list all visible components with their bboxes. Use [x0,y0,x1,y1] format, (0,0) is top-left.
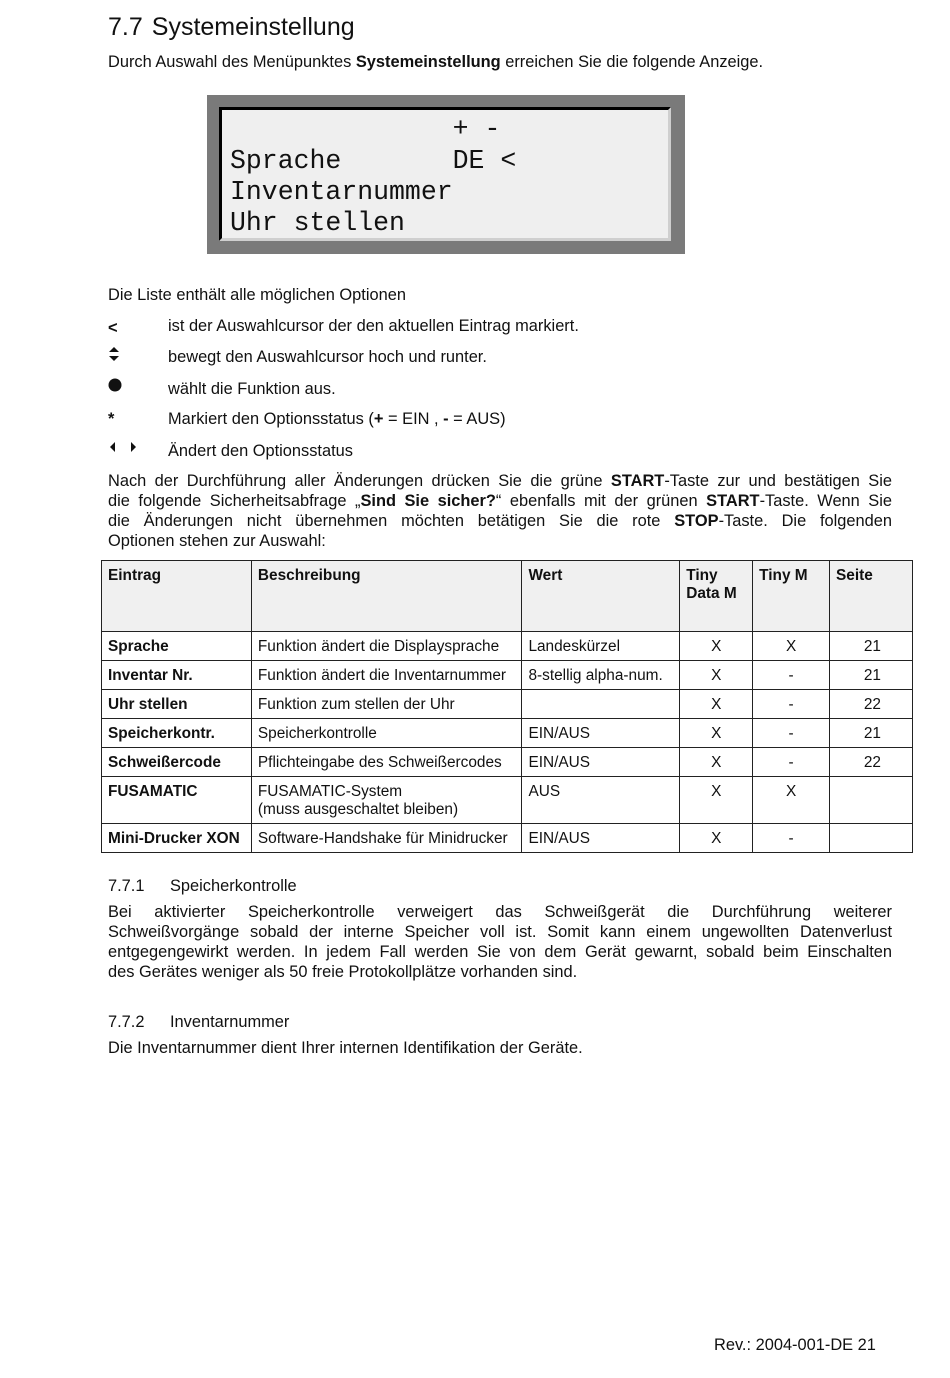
cell-page: 21 [830,661,913,690]
lcd-line-plus-minus: + - [230,114,501,144]
page-footer: Rev.: 2004-001-DE 21 [714,1336,876,1354]
cell-description: Pflichteingabe des Schweißercodes [251,748,522,777]
section-title: Systemeinstellung [151,13,355,41]
cell-tiny-m: - [753,748,830,777]
instruction-line-1: Nach der Durchführung aller Änderungen drücken Sie die grüne START-Taste zur und bestätigen Sie [108,472,892,490]
cell-entry: Mini-Drucker XON [102,824,252,853]
cell-tiny-m: - [753,824,830,853]
cell-value [522,690,680,719]
filled-circle-icon [108,378,148,397]
cell-tiny-data-m: X [680,661,753,690]
cell-value: EIN/AUS [522,824,680,853]
subsection-number: 7.7.2 [108,1013,145,1031]
intro-bold: Systemeinstellung [355,53,501,71]
lcd-line-inventarnummer: Inventarnummer [230,177,453,207]
cell-value: EIN/AUS [522,719,680,748]
subsection-paragraph-7-7-1 [108,902,892,982]
cell-page: 22 [830,690,913,719]
instruction-paragraph [108,471,892,551]
cell-description: Funktion ändert die Displaysprache [251,632,522,661]
header-tiny-m: Tiny M [753,561,830,632]
cell-description: Speicherkontrolle [251,719,522,748]
table-header-row [102,561,913,632]
header-page: Seite [830,561,913,632]
table-row [102,719,913,748]
section-heading [108,13,355,42]
cell-page: 21 [830,719,913,748]
up-down-arrows-icon [108,346,148,367]
lcd-line-uhr-stellen: Uhr stellen [230,208,405,238]
cell-tiny-data-m: X [680,719,753,748]
cell-tiny-m: - [753,661,830,690]
cell-entry: Uhr stellen [102,690,252,719]
legend-text-move: bewegt den Auswahlcursor hoch und runter. [168,348,487,366]
cell-tiny-m: X [753,632,830,661]
cell-page: 21 [830,632,913,661]
less-than-cursor-icon: < [108,319,118,337]
section-number: 7.7 [108,13,143,41]
intro-before: Durch Auswahl des Menüpunktes [108,53,356,71]
subsection-paragraph-7-7-2: Die Inventarnummer dient Ihrer internen Identifikation der Geräte. [108,1039,583,1057]
cell-tiny-m: - [753,690,830,719]
paragraph-line: des Gerätes weniger als 50 freie Protokollplätze vorhanden sind. [108,963,578,981]
cell-page [830,777,913,824]
paragraph-line: Bei aktivierter Speicherkontrolle verweigert das Schweißgerät die Durchführung weiterer [108,903,892,921]
asterisk-icon: * [108,410,115,428]
cell-page: 22 [830,748,913,777]
cell-tiny-data-m: X [680,824,753,853]
table-row [102,748,913,777]
intro-text [108,53,763,72]
paragraph-line: Schweißvorgänge sobald der interne Speicher voll ist. Somit kann einem ungewollten Datenverlust [108,923,892,941]
cell-description: Software-Handshake für Minidrucker [251,824,522,853]
subsection-number: 7.7.1 [108,877,145,895]
instruction-line-2: die folgende Sicherheitsabfrage „Sind Sie sicher?“ ebenfalls mit der grünen START-Taste. Wenn Sie [108,492,892,510]
cell-value: EIN/AUS [522,748,680,777]
cell-entry: Schweißercode [102,748,252,777]
table-row [102,824,913,853]
table-row [102,690,913,719]
table-row [102,661,913,690]
cell-tiny-data-m: X [680,777,753,824]
lcd-display-frame [207,95,685,254]
legend-text-cursor: ist der Auswahlcursor der den aktuellen Eintrag markiert. [168,317,579,335]
cell-value: 8-stellig alpha-num. [522,661,680,690]
cell-entry: FUSAMATIC [102,777,252,824]
cell-description: Funktion zum stellen der Uhr [251,690,522,719]
symbol-legend [0,316,950,466]
cell-description: FUSAMATIC-System (muss ausgeschaltet bleiben) [251,777,522,824]
cell-entry: Inventar Nr. [102,661,252,690]
legend-text-change: Ändert den Optionsstatus [168,442,353,460]
table-row [102,632,913,661]
header-description: Beschreibung [251,561,522,632]
lcd-display-screen [219,107,671,241]
cell-page [830,824,913,853]
instruction-line-4: Optionen stehen zur Auswahl: [108,532,326,550]
cell-tiny-data-m: X [680,748,753,777]
cell-tiny-m: - [753,719,830,748]
cell-value: Landeskürzel [522,632,680,661]
cell-description: Funktion ändert die Inventarnummer [251,661,522,690]
paragraph-line: entgegengewirkt werden. In jedem Fall werden Sie von dem Gerät gewarnt, sobald beim Einschalten [108,943,892,961]
header-value: Wert [522,561,680,632]
cell-tiny-m: X [753,777,830,824]
cell-entry: Sprache [102,632,252,661]
cell-value: AUS [522,777,680,824]
options-table [101,560,913,853]
legend-text-select: wählt die Funktion aus. [168,380,336,398]
left-right-arrows-icon [108,440,148,459]
cell-tiny-data-m: X [680,690,753,719]
subsection-heading-7-7-1 [108,877,297,896]
cell-entry: Speicherkontr. [102,719,252,748]
cell-tiny-data-m: X [680,632,753,661]
intro-after: erreichen Sie die folgende Anzeige. [500,53,764,71]
list-intro: Die Liste enthält alle möglichen Optionen [108,286,406,304]
header-entry: Eintrag [102,561,252,632]
table-row [102,777,913,824]
legend-text-status: Markiert den Optionsstatus (+ = EIN , - = AUS) [168,410,506,428]
lcd-line-sprache: Sprache DE < [230,146,517,176]
subsection-title: Speicherkontrolle [170,877,297,895]
subsection-heading-7-7-2 [108,1013,289,1032]
subsection-title: Inventarnummer [170,1013,290,1031]
header-tiny-data-m: Tiny Data M [680,561,753,632]
instruction-line-3: die Änderungen nicht übernehmen möchten betätigen Sie die rote STOP-Taste. Die folgenden [108,512,892,530]
